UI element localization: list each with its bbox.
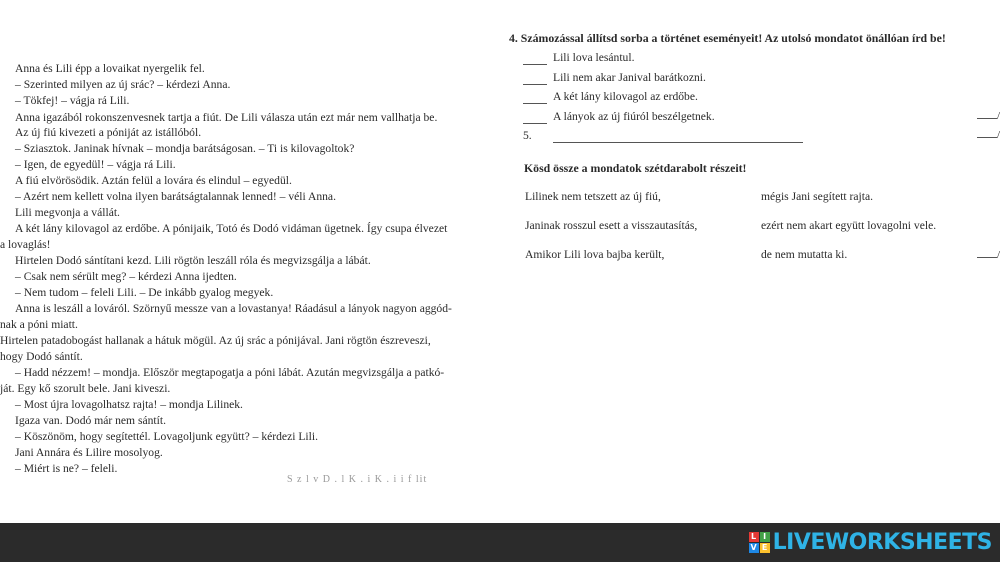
logo-tile: I [760, 532, 770, 542]
cutoff-source-line: S z l v D . l K . i K . i i f lit [287, 474, 428, 485]
story-line: – Miért is ne? – feleli. [15, 462, 118, 475]
match-right-3[interactable]: de nem mutatta ki. [761, 248, 848, 261]
match-right-2[interactable]: ezért nem akart együtt lovagolni vele. [761, 219, 937, 232]
order-item-text: A két lány kilovagol az erdőbe. [553, 90, 698, 103]
story-line: A fiú elvörösödik. Aztán felül a lovára és elindul – egyedül. [15, 174, 292, 187]
logo-tile: L [749, 532, 759, 542]
story-line: – Sziasztok. Janinak hívnak – mondja barátságosan. – Ti is kilovagoltok? [15, 142, 355, 155]
story-line: hogy Dodó sántít. [0, 350, 83, 363]
story-line: – Köszönöm, hogy segítettél. Lovagoljunk együtt? – kérdezi Lili. [15, 430, 318, 443]
story-line: Anna is leszáll a lováról. Szörnyű messze van a lovastanya! Ráadásul a lányok nagyon aggód- [15, 302, 452, 315]
story-line: Lili megvonja a vállát. [15, 206, 120, 219]
story-line: – Nem tudom – feleli Lili. – De inkább gyalog megyek. [15, 286, 274, 299]
story-line: – Igen, de egyedül! – vágja rá Lili. [15, 158, 176, 171]
score-mark-1: / [977, 110, 1000, 122]
brand-name: LIVEWORKSHEETS [772, 529, 992, 555]
order-item-3 [523, 90, 698, 106]
match-left-3[interactable]: Amikor Lili lova bajba került, [525, 248, 665, 261]
order-item-5 [523, 129, 803, 145]
order-item-text: A lányok az új fiúról beszélgetnek. [553, 110, 715, 123]
story-line: – Hadd nézzem! – mondja. Először megtapogatja a póni lábát. Azután megvizsgálja a patkó- [15, 366, 445, 379]
story-line: Hirtelen patadobogást hallanak a hátuk mögül. Az új srác a pónijával. Jani rögtön észreveszi, [0, 334, 431, 347]
story-line: Hirtelen Dodó sántítani kezd. Lili rögtön leszáll róla és megvizsgálja a lábát. [15, 254, 371, 267]
story-line: ját. Egy kő szorult bele. Jani kiveszi. [0, 382, 171, 395]
story-line: – Csak nem sérült meg? – kérdezi Anna ijedten. [15, 270, 237, 283]
story-line: – Szerinted milyen az új srác? – kérdezi Anna. [15, 78, 231, 91]
task4-title: 4. Számozással állítsd sorba a történet eseményeit! Az utolsó mondatot önállóan írd be! [509, 31, 946, 45]
order-item-4 [523, 110, 715, 126]
story-line: A két lány kilovagol az erdőbe. A pónijaik, Totó és Dodó vidáman ügetnek. Így csupa élvezet [15, 222, 448, 235]
story-line: – Tökfej! – vágja rá Lili. [15, 94, 130, 107]
score-mark-3: / [977, 249, 1000, 261]
footer-bar [0, 523, 1000, 562]
story-line: Jani Annára és Lilire mosolyog. [15, 446, 163, 459]
order-input-4[interactable] [523, 110, 547, 124]
story-line: Anna igazából rokonszenvesnek tartja a fiút. De Lili válasza után ezt már nem vallhatja be. [15, 111, 438, 124]
match-left-2[interactable]: Janinak rosszul esett a visszautasítás, [525, 219, 698, 232]
story-line: Az új fiú kivezeti a póniját az istállóból. [15, 126, 202, 139]
order-input-1[interactable] [523, 51, 547, 65]
story-line: – Azért nem kellett volna ilyen barátságtalannak lenned! – véli Anna. [15, 190, 336, 203]
match-left-1[interactable]: Lilinek nem tetszett az új fiú, [525, 190, 661, 203]
score-mark-2: / [977, 129, 1000, 141]
story-line: a lovaglás! [0, 238, 51, 251]
order-input-3[interactable] [523, 90, 547, 104]
story-line: – Most újra lovagolhatsz rajta! – mondja Lilinek. [15, 398, 243, 411]
order-item-1 [523, 51, 634, 67]
order-item-2 [523, 71, 706, 87]
order-input-2[interactable] [523, 71, 547, 85]
liveworksheets-logo-icon [749, 532, 770, 553]
story-line: Igaza van. Dodó már nem sántít. [15, 414, 166, 427]
story-line: nak a póni miatt. [0, 318, 78, 331]
order-item-text: Lili lova lesántul. [553, 51, 635, 64]
logo-tile: V [750, 542, 757, 552]
task5-title: Kösd össze a mondatok szétdarabolt részeit! [524, 161, 747, 175]
match-right-1[interactable]: mégis Jani segített rajta. [761, 190, 874, 203]
story-line: Anna és Lili épp a lovaikat nyergelik fel. [15, 62, 205, 75]
last-sentence-input[interactable] [553, 129, 803, 143]
order-item-text: Lili nem akar Janival barátkozni. [553, 71, 706, 84]
logo-tile: E [760, 543, 770, 553]
order-item-5-number: 5. [523, 129, 532, 142]
liveworksheets-brand[interactable] [749, 529, 992, 555]
